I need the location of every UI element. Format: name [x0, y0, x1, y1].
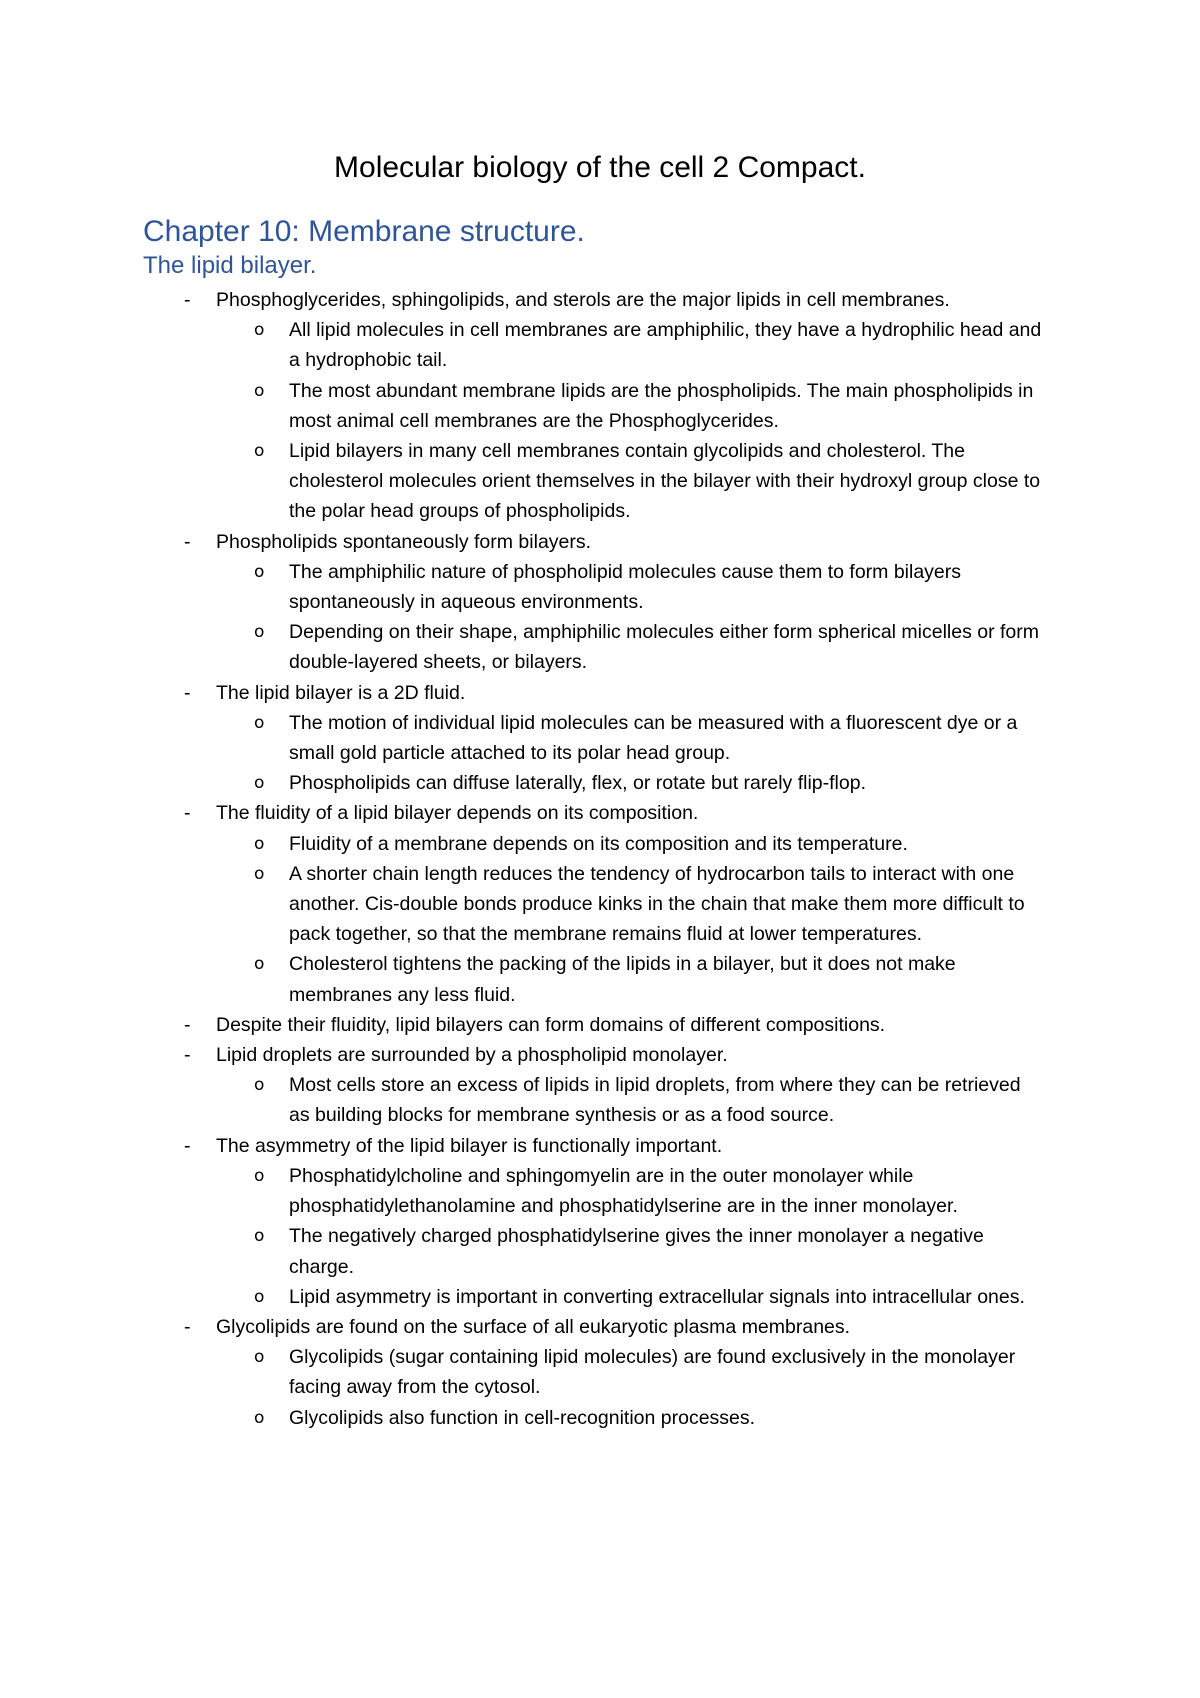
circle-bullet-marker: o — [254, 773, 265, 794]
circle-bullet-marker: o — [254, 1286, 265, 1307]
bullet-text: The fluidity of a lipid bilayer depends on its composition. — [216, 802, 699, 825]
sub-bullet-item — [0, 557, 1046, 617]
circle-bullet-marker: o — [254, 320, 265, 341]
sub-bullet-item — [0, 436, 1046, 527]
bullet-text: Phospholipids spontaneously form bilayers. — [216, 530, 592, 553]
circle-bullet-marker: o — [254, 1407, 265, 1428]
bullet-text: The lipid bilayer is a 2D fluid. — [216, 681, 466, 704]
bullet-text: Phosphoglycerides, sphingolipids, and sterols are the major lipids in cell membranes. — [216, 289, 950, 311]
sub-bullet-item — [0, 617, 1046, 677]
circle-bullet-marker: o — [254, 954, 265, 975]
dash-bullet-marker: - — [184, 1044, 191, 1067]
circle-bullet-marker: o — [254, 712, 265, 733]
section-heading: The lipid bilayer. — [143, 252, 317, 279]
bullet-item — [0, 527, 1200, 678]
sub-bullet-text: The most abundant membrane lipids are the phospholipids. The main phospholipids in most animal cell membranes are the Phosphoglycerides. — [289, 379, 1034, 432]
sub-bullet-item — [0, 949, 1046, 1009]
circle-bullet-marker: o — [254, 561, 265, 582]
circle-bullet-marker: o — [254, 1226, 265, 1247]
sub-bullet-list — [216, 829, 1080, 1010]
sub-bullet-item — [0, 1070, 1046, 1130]
sub-bullet-text: Phospholipids can diffuse laterally, flex, or rotate but rarely flip-flop. — [289, 772, 866, 795]
dash-bullet-marker: - — [184, 530, 191, 553]
sub-bullet-item — [0, 708, 1046, 768]
circle-bullet-marker: o — [254, 380, 265, 401]
sub-bullet-text: Fluidity of a membrane depends on its composition and its temperature. — [289, 832, 908, 855]
dash-bullet-marker: - — [184, 289, 191, 311]
sub-bullet-item — [0, 315, 1046, 375]
bullet-item — [0, 1131, 1200, 1312]
sub-bullet-list — [216, 315, 1080, 526]
bullet-text: The asymmetry of the lipid bilayer is functionally important. — [216, 1134, 723, 1157]
sub-bullet-text: Depending on their shape, amphiphilic molecules either form spherical micelles or form double-layered sheets, or bilayers. — [289, 621, 1040, 674]
sub-bullet-text: The motion of individual lipid molecules can be measured with a fluorescent dye or a small gold particle attached to its polar head group. — [289, 711, 1018, 765]
sub-bullet-item — [0, 1221, 1046, 1281]
bullet-list — [0, 285, 1200, 1433]
sub-bullet-text: Most cells store an excess of lipids in lipid droplets, from where they can be retrieved as building blocks for membrane synthesis or as a food source. — [289, 1074, 1021, 1127]
sub-bullet-item — [0, 1161, 1046, 1221]
sub-bullet-item — [0, 859, 1046, 950]
sub-bullet-text: The amphiphilic nature of phospholipid molecules cause them to form bilayers spontaneously in aqueous environments. — [289, 560, 962, 614]
sub-bullet-item — [0, 1342, 1046, 1402]
sub-bullet-text: All lipid molecules in cell membranes are amphiphilic, they have a hydrophilic head and a hydrophobic tail. — [289, 319, 1042, 372]
circle-bullet-marker: o — [254, 833, 265, 854]
bullet-item — [0, 1040, 1200, 1131]
document-body — [0, 285, 1200, 1433]
sub-bullet-item — [0, 1282, 1046, 1312]
sub-bullet-list — [216, 557, 1080, 678]
document-title: Molecular biology of the cell 2 Compact. — [334, 151, 866, 184]
bullet-item — [0, 1312, 1200, 1433]
sub-bullet-list — [216, 1161, 1080, 1312]
dash-bullet-marker: - — [184, 681, 191, 704]
sub-bullet-text: Phosphatidylcholine and sphingomyelin are in the outer monolayer while phosphatidylethanolamine and phosphatidylserine are in the inner monolayer. — [289, 1164, 958, 1218]
sub-bullet-list — [216, 1342, 1080, 1433]
bullet-item — [0, 678, 1200, 799]
sub-bullet-text: Lipid asymmetry is important in converting extracellular signals into intracellular ones. — [289, 1285, 1025, 1308]
sub-bullet-text: The negatively charged phosphatidylserine gives the inner monolayer a negative charge. — [289, 1225, 984, 1278]
circle-bullet-marker: o — [254, 1347, 265, 1368]
sub-bullet-text: Lipid bilayers in many cell membranes contain glycolipids and cholesterol. The cholesterol molecules orient themselves in the bilayer with their hydroxyl group close to the polar head groups of phospholipids. — [289, 440, 1041, 523]
sub-bullet-list — [216, 708, 1080, 799]
circle-bullet-marker: o — [254, 441, 265, 462]
dash-bullet-marker: - — [184, 1013, 191, 1036]
bullet-text: Lipid droplets are surrounded by a phospholipid monolayer. — [216, 1044, 728, 1067]
sub-bullet-text: Cholesterol tightens the packing of the lipids in a bilayer, but it does not make membranes any less fluid. — [289, 953, 956, 1006]
sub-bullet-item — [0, 829, 1046, 859]
bullet-text: Glycolipids are found on the surface of all eukaryotic plasma membranes. — [216, 1315, 851, 1338]
bullet-item — [0, 285, 1200, 527]
sub-bullet-text: Glycolipids also function in cell-recognition processes. — [289, 1406, 756, 1429]
circle-bullet-marker: o — [254, 1165, 265, 1186]
circle-bullet-marker: o — [254, 622, 265, 643]
sub-bullet-item — [0, 376, 1046, 436]
sub-bullet-text: Glycolipids (sugar containing lipid molecules) are found exclusively in the monolayer facing away from the cytosol. — [289, 1346, 1016, 1399]
bullet-item — [0, 798, 1200, 1009]
circle-bullet-marker: o — [254, 1075, 265, 1096]
sub-bullet-item — [0, 1403, 1046, 1433]
chapter-heading: Chapter 10: Membrane structure. — [143, 215, 585, 248]
dash-bullet-marker: - — [184, 802, 191, 825]
sub-bullet-text: A shorter chain length reduces the tendency of hydrocarbon tails to interact with one another. Cis-double bonds produce kinks in the chain that make them more difficult to pack together, so that the membrane remains fluid at lower temperatures. — [289, 862, 1025, 946]
sub-bullet-list — [216, 1070, 1080, 1130]
bullet-text: Despite their fluidity, lipid bilayers can form domains of different compositions. — [216, 1013, 886, 1036]
bullet-item — [0, 1010, 1200, 1040]
dash-bullet-marker: - — [184, 1315, 191, 1338]
sub-bullet-item — [0, 768, 1046, 798]
dash-bullet-marker: - — [184, 1134, 191, 1157]
circle-bullet-marker: o — [254, 863, 265, 884]
